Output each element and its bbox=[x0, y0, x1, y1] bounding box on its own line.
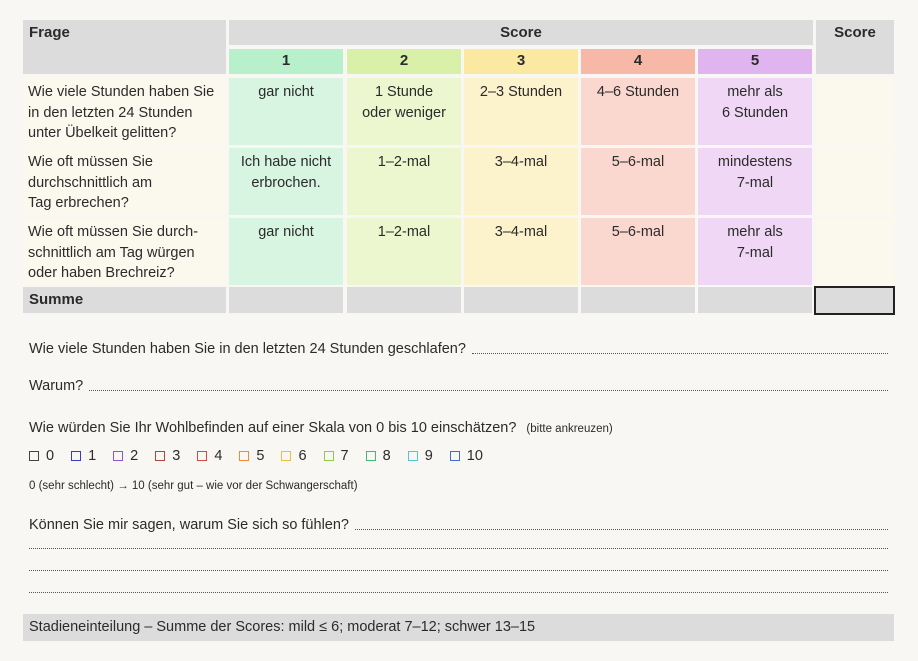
scale-option-label: 0 bbox=[46, 448, 55, 464]
why-label: Warum? bbox=[29, 378, 84, 394]
feeling-answer-line-3[interactable] bbox=[29, 570, 888, 571]
scale-option-5[interactable] bbox=[239, 448, 264, 464]
checkbox-icon[interactable] bbox=[366, 451, 376, 461]
answer-cell bbox=[347, 78, 461, 145]
feeling-question: Können Sie mir sagen, warum Sie sich so fühlen? bbox=[29, 517, 349, 533]
answer-cell bbox=[698, 78, 812, 145]
scale-option-2[interactable] bbox=[113, 448, 138, 464]
answer-text-line: mindestens bbox=[717, 154, 793, 170]
sum-label: Summe bbox=[29, 291, 84, 308]
question-text-line: unter Übelkeit gelitten? bbox=[28, 125, 177, 141]
checkbox-icon[interactable] bbox=[197, 451, 207, 461]
answer-cell bbox=[347, 148, 461, 215]
scale-option-label: 7 bbox=[340, 448, 349, 464]
answer-cell bbox=[347, 218, 461, 285]
header-question-label: Frage bbox=[29, 24, 70, 41]
answer-text-line: 6 Stunden bbox=[721, 104, 789, 121]
answer-text-line: 1 Stunde bbox=[374, 84, 434, 100]
sum-empty-cell bbox=[581, 287, 695, 313]
scale-option-label: 3 bbox=[172, 448, 181, 464]
question-text-line: in den letzten 24 Stunden bbox=[28, 104, 193, 121]
wellbeing-question-line bbox=[29, 420, 613, 436]
question-cell bbox=[23, 218, 226, 285]
answer-cell bbox=[464, 78, 578, 145]
answer-cell bbox=[229, 78, 343, 145]
answer-cell bbox=[464, 148, 578, 215]
row-score-cell[interactable] bbox=[816, 78, 894, 145]
scale-option-7[interactable] bbox=[324, 448, 349, 464]
scale-option-label: 9 bbox=[424, 448, 433, 464]
scale-option-label: 6 bbox=[298, 448, 307, 464]
answer-cell bbox=[698, 218, 812, 285]
answer-cell bbox=[698, 148, 812, 215]
scale-option-label: 8 bbox=[382, 448, 391, 464]
answer-text-line: 4–6 Stunden bbox=[596, 84, 680, 100]
scale-option-label: 2 bbox=[130, 448, 139, 464]
sum-empty-cell bbox=[347, 287, 461, 313]
row-score-cell[interactable] bbox=[816, 218, 894, 285]
checkbox-icon[interactable] bbox=[155, 451, 165, 461]
answer-cell bbox=[581, 218, 695, 285]
answer-cell bbox=[229, 148, 343, 215]
feeling-answer-line-1[interactable] bbox=[355, 529, 888, 530]
score-level-3: 3 bbox=[464, 49, 578, 74]
answer-text-line: oder weniger bbox=[362, 104, 446, 121]
scale-option-3[interactable] bbox=[155, 448, 180, 464]
answer-text-line: 2–3 Stunden bbox=[479, 84, 563, 100]
staging-text: Stadieneinteilung – Summe der Scores: mild ≤ 6; moderat 7–12; schwer 13–15 bbox=[29, 619, 536, 635]
answer-cell bbox=[581, 78, 695, 145]
header-score-group-label: Score bbox=[500, 24, 542, 41]
question-text-line: Wie viele Stunden haben Sie bbox=[28, 84, 215, 100]
question-text-line: schnittlich am Tag würgen bbox=[28, 244, 195, 261]
scale-option-0[interactable] bbox=[29, 448, 54, 464]
sum-label-cell bbox=[23, 287, 226, 313]
checkbox-icon[interactable] bbox=[281, 451, 291, 461]
header-score-label: Score bbox=[834, 24, 876, 41]
header-score bbox=[816, 20, 894, 74]
answer-text-line: 3–4-mal bbox=[494, 154, 548, 170]
sleep-question: Wie viele Stunden haben Sie in den letzten 24 Stunden geschlafen? bbox=[29, 341, 466, 357]
staging-footer bbox=[23, 614, 894, 641]
question-cell bbox=[23, 148, 226, 215]
checkbox-icon[interactable] bbox=[29, 451, 39, 461]
feeling-question-line bbox=[29, 517, 888, 533]
question-text-line: oder haben Brechreiz? bbox=[28, 265, 175, 281]
sum-score-box[interactable] bbox=[814, 286, 895, 315]
answer-text-line: 5–6-mal bbox=[611, 224, 665, 240]
checkbox-icon[interactable] bbox=[324, 451, 334, 461]
sum-empty-cell bbox=[698, 287, 812, 313]
answer-text-line: 7-mal bbox=[736, 244, 774, 261]
scale-option-8[interactable] bbox=[366, 448, 391, 464]
question-text-line: Wie oft müssen Sie bbox=[28, 154, 153, 170]
checkbox-icon[interactable] bbox=[239, 451, 249, 461]
score-level-4: 4 bbox=[581, 49, 695, 74]
scale-option-6[interactable] bbox=[281, 448, 306, 464]
answer-text-line: erbrochen. bbox=[251, 174, 321, 191]
question-text-line: durchschnittlich am bbox=[28, 174, 153, 191]
scale-option-1[interactable] bbox=[71, 448, 96, 464]
sleep-answer-line[interactable] bbox=[472, 353, 888, 354]
question-text-line: Wie oft müssen Sie durch- bbox=[28, 224, 199, 240]
answer-text-line: Ich habe nicht bbox=[240, 154, 332, 170]
question-cell bbox=[23, 78, 226, 145]
answer-text-line: 1–2-mal bbox=[377, 154, 431, 170]
wellbeing-scale bbox=[29, 448, 500, 466]
header-question bbox=[23, 20, 226, 74]
score-level-1: 1 bbox=[229, 49, 343, 74]
score-level-2: 2 bbox=[347, 49, 461, 74]
scale-option-label: 1 bbox=[88, 448, 97, 464]
checkbox-icon[interactable] bbox=[113, 451, 123, 461]
answer-text-line: mehr als bbox=[727, 84, 783, 100]
answer-cell bbox=[229, 218, 343, 285]
answer-text-line: 5–6-mal bbox=[611, 154, 665, 170]
sleep-question-line bbox=[29, 341, 888, 357]
answer-text-line: gar nicht bbox=[258, 224, 314, 240]
question-text-line: Tag erbrechen? bbox=[28, 195, 129, 211]
scale-option-10[interactable] bbox=[450, 448, 483, 464]
scale-option-4[interactable] bbox=[197, 448, 222, 464]
wellbeing-hint: (bitte ankreuzen) bbox=[526, 423, 613, 435]
scale-legend: 0 (sehr schlecht) → 10 (sehr gut – wie vor der Schwangerschaft) bbox=[29, 480, 358, 492]
scale-option-label: 4 bbox=[214, 448, 223, 464]
answer-text-line: 1–2-mal bbox=[377, 224, 431, 240]
answer-cell bbox=[581, 148, 695, 215]
checkbox-icon[interactable] bbox=[408, 451, 418, 461]
checkbox-icon[interactable] bbox=[71, 451, 81, 461]
feeling-answer-line-2[interactable] bbox=[29, 548, 888, 549]
answer-text-line: mehr als bbox=[727, 224, 783, 240]
scale-option-9[interactable] bbox=[408, 448, 433, 464]
sum-empty-cell bbox=[229, 287, 343, 313]
answer-text-line: gar nicht bbox=[258, 84, 314, 100]
checkbox-icon[interactable] bbox=[450, 451, 460, 461]
answer-text-line: 3–4-mal bbox=[494, 224, 548, 240]
answer-text-line: 7-mal bbox=[736, 174, 774, 191]
scale-option-label: 5 bbox=[256, 448, 265, 464]
feeling-answer-line-4[interactable] bbox=[29, 592, 888, 593]
wellbeing-question: Wie würden Sie Ihr Wohlbefinden auf einer Skala von 0 bis 10 einschätzen? bbox=[29, 420, 517, 436]
answer-cell bbox=[464, 218, 578, 285]
header-score-group bbox=[229, 20, 813, 45]
why-answer-line[interactable] bbox=[89, 390, 888, 391]
why-line bbox=[29, 378, 888, 394]
score-level-5: 5 bbox=[698, 49, 812, 74]
scale-option-label: 10 bbox=[466, 448, 483, 464]
sum-empty-cell bbox=[464, 287, 578, 313]
row-score-cell[interactable] bbox=[816, 148, 894, 215]
